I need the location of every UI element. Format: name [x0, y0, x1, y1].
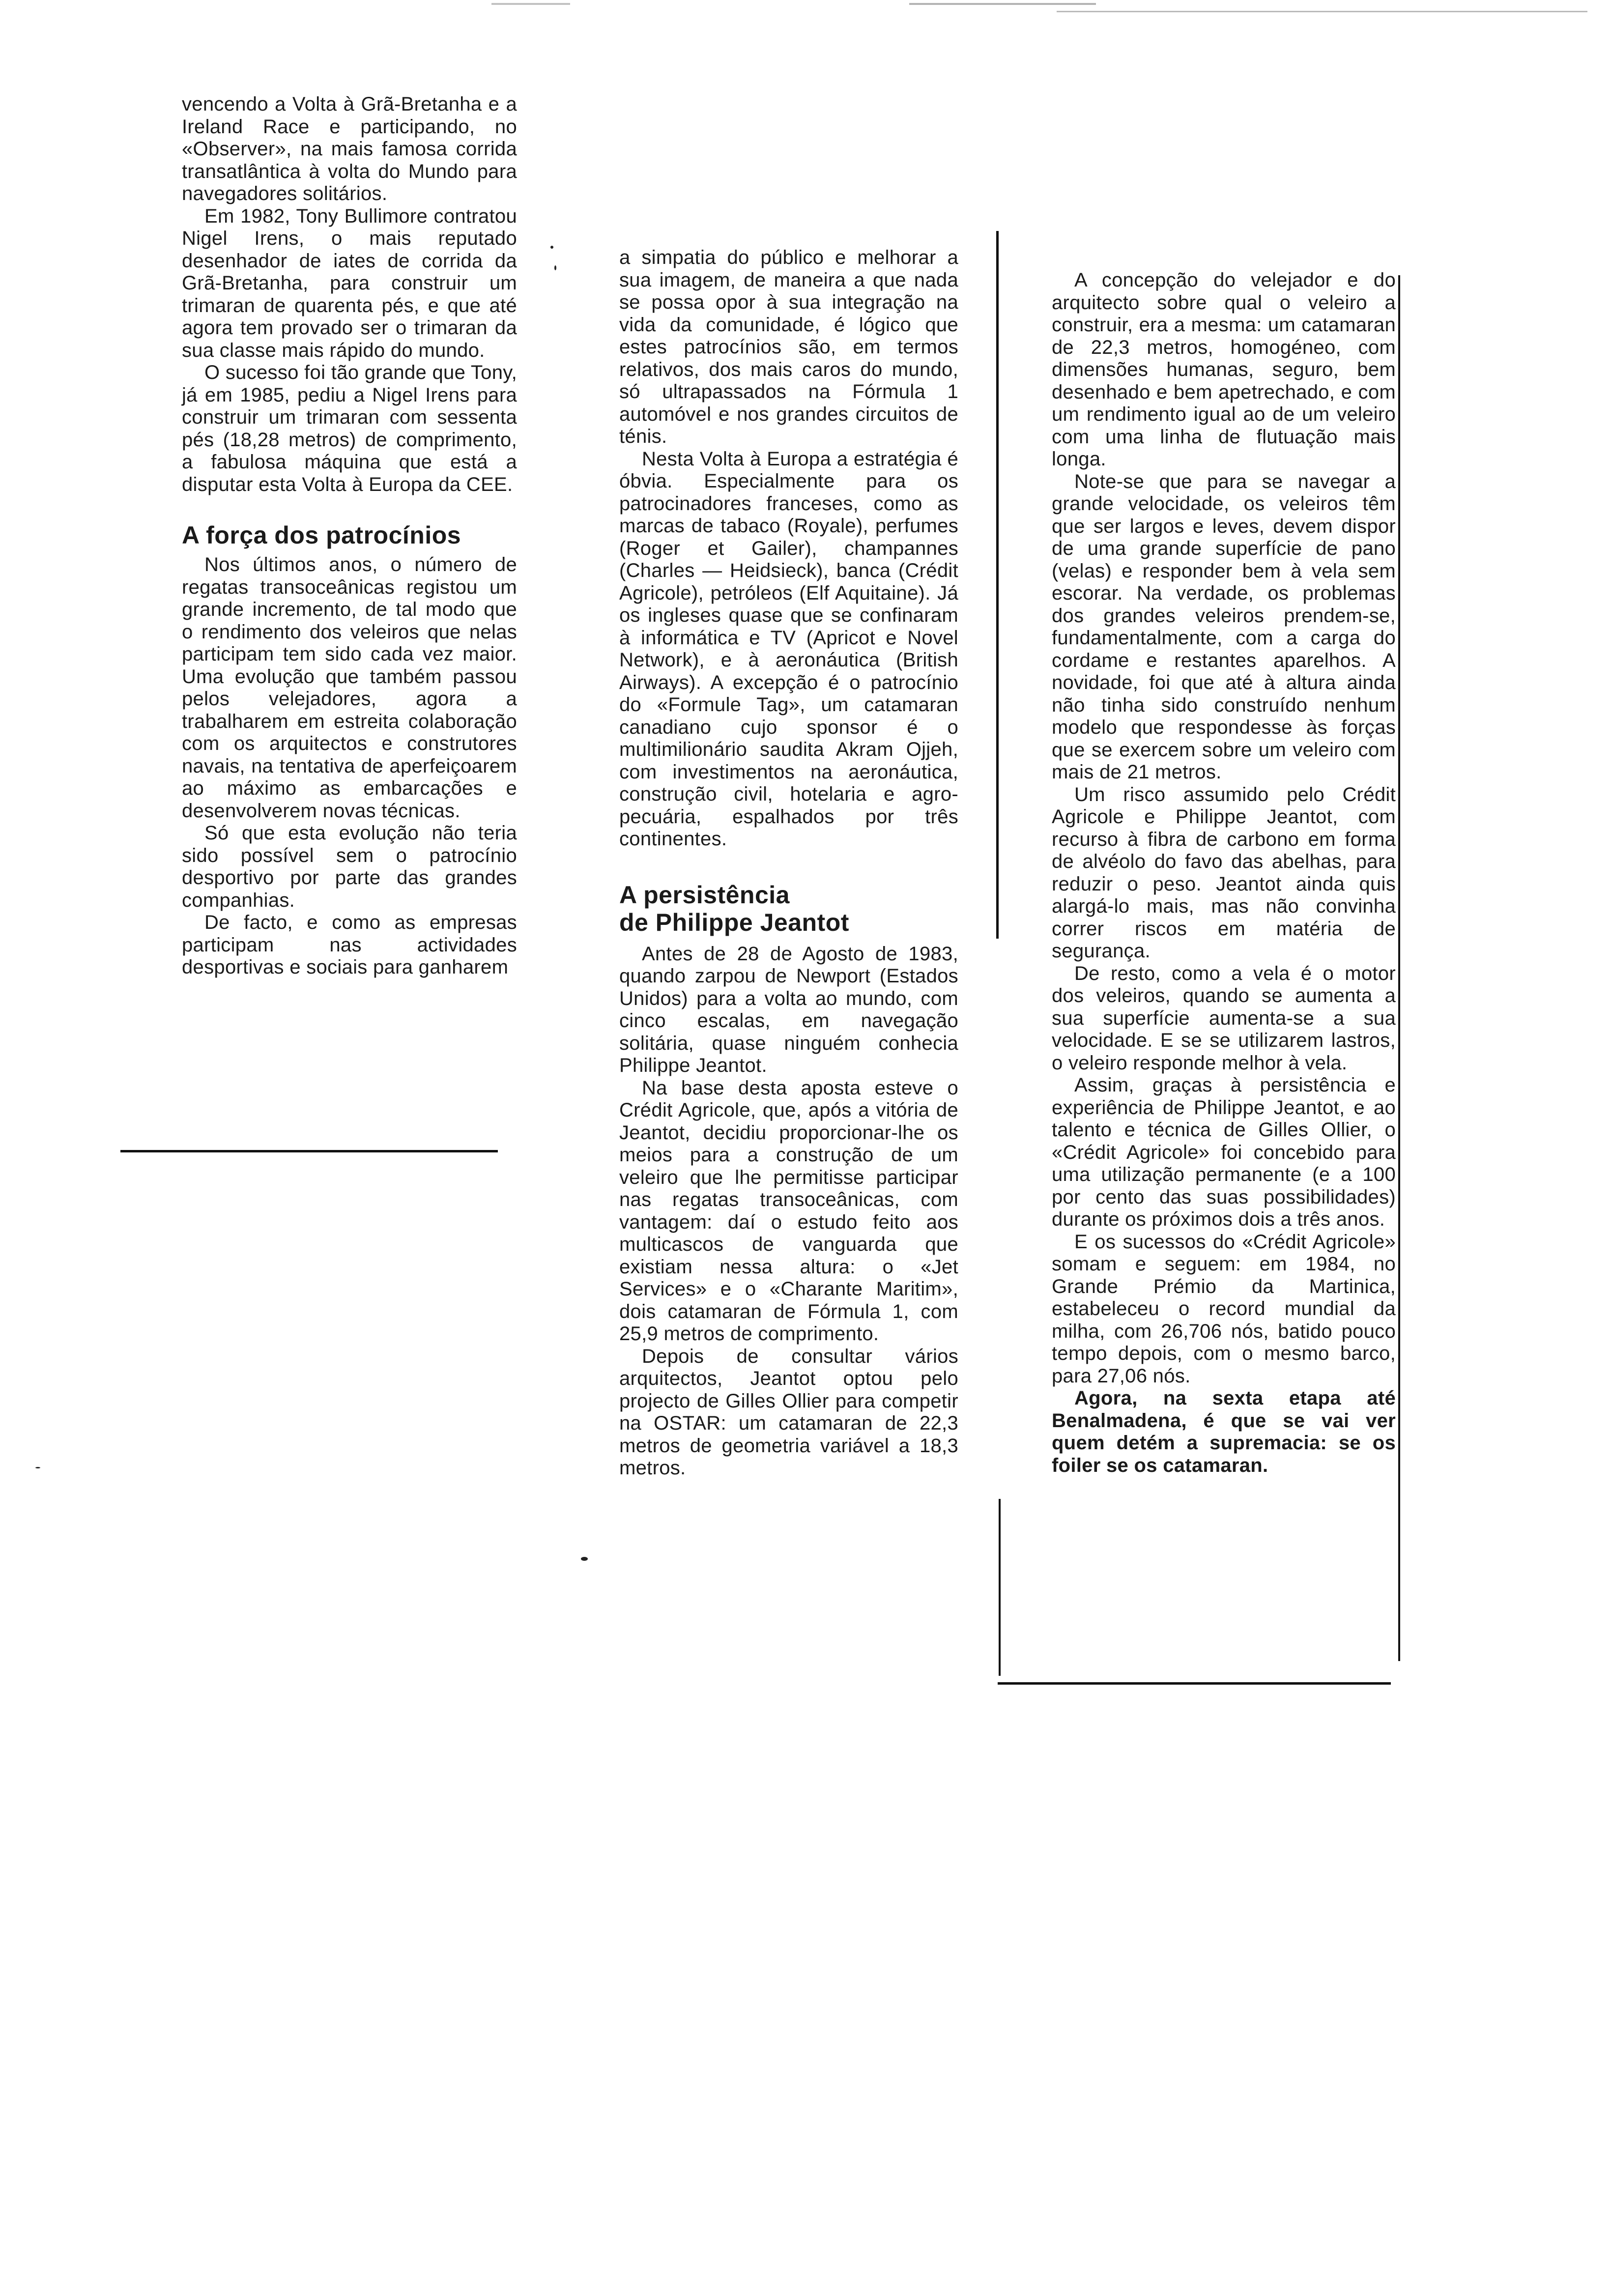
scan-artifact: [909, 3, 1096, 5]
column-end-rule: [998, 1682, 1391, 1685]
paragraph: Na base desta aposta esteve o Crédit Agricole, que, após a vitória de Jeantot, decidiu proporcionar-lhe os meios para a construção de um veleiro que lhe permitisse participar nas regatas transoceânicas, com vantagem: daí o estudo feito aos multicascos de vanguarda que existiam nessa altura: o «Jet Services» e o «Charante Maritim», dois catamaran de Fórmula 1, com 25,9 metros de comprimento.: [619, 1077, 958, 1345]
scan-speck: [550, 246, 553, 249]
paragraph: Em 1982, Tony Bullimore contratou Nigel Irens, o mais reputado desenhador de iates de corrida da Grã-Bretanha, para construir um trimaran de quarenta pés, e que até agora tem provado ser o trimaran da sua classe mais rápido do mundo.: [182, 205, 517, 361]
paragraph: Um risco assumido pelo Crédit Agricole e Philippe Jeantot, com recurso à fibra de carbono em forma de alvéolo do favo das abelhas, para reduzir o peso. Jeantot ainda quis alargá-lo mais, mas não convinha correr riscos em matéria de segurança.: [1052, 783, 1396, 962]
column-end-rule: [120, 1150, 498, 1152]
paragraph: Antes de 28 de Agosto de 1983, quando zarpou de Newport (Estados Unidos) para a volta ao mundo, com cinco escalas, em navegação solitária, quase ninguém conhecia Philippe Jeantot.: [619, 943, 958, 1076]
paragraph: vencendo a Volta à Grã-Bretanha e a Ireland Race e participando, no «Observer», na mais famosa corrida transatlântica à volta do Mundo para navegadores solitários.: [182, 93, 517, 204]
paragraph: De facto, e como as empresas participam nas actividades desportivas e sociais para ganharem: [182, 912, 517, 978]
paragraph: O sucesso foi tão grande que Tony, já em 1985, pediu a Nigel Irens para construir um trimaran com sessenta pés (18,28 metros) de comprimento, a fabulosa máquina que está a disputar esta Volta à Europa da CEE.: [182, 362, 517, 495]
section-heading: A persistência: [619, 881, 790, 909]
column-divider: [996, 231, 999, 939]
paragraph: a simpatia do público e melhorar a sua imagem, de maneira a que nada se possa opor à sua integração na vida da comunidade, é lógico que estes patrocínios são, em termos relativos, dos mais caros do mundo, só ultrapassados na Fórmula 1 automóvel e nos grandes circuitos de ténis.: [619, 247, 958, 447]
column-1: [182, 93, 517, 979]
scan-artifact: [1057, 11, 1587, 12]
column-2: [619, 247, 958, 1480]
paragraph: Depois de consultar vários arquitectos, Jeantot optou pelo projecto de Gilles Ollier para competir na OSTAR: um catamaran de 22,3 metros de geometria variável a 18,3 metros.: [619, 1345, 958, 1479]
column-border-right: [1398, 275, 1400, 1661]
scan-speck: [554, 265, 556, 270]
paragraph: Assim, graças à persistência e experiência de Philippe Jeantot, e ao talento e técnica de Gilles Ollier, o «Crédit Agricole» foi concebido para uma utilização permanente (e a 100 por cento das suas possibilidades) durante os próximos dois a três anos.: [1052, 1074, 1396, 1230]
section-heading: A força dos patrocínios: [182, 521, 461, 549]
column-border-left: [999, 1499, 1001, 1676]
column-3: [1052, 269, 1396, 1477]
paragraph: E os sucessos do «Crédit Agricole» somam e seguem: em 1984, no Grande Prémio da Martinica, estabeleceu o record mundial da milha, com 26,706 nós, batido pouco tempo depois, com o mesmo barco, para 27,06 nós.: [1052, 1231, 1396, 1387]
scan-speck: [581, 1557, 588, 1561]
scan-speck: [35, 1467, 40, 1468]
paragraph: A concepção do velejador e do arquitecto sobre qual o veleiro a construir, era a mesma: um catamaran de 22,3 metros, homogéneo, com dimensões humanas, seguro, bem desenhado e bem apetrechado, e com um rendimento igual ao de um veleiro com uma linha de flutuação mais longa.: [1052, 269, 1396, 470]
paragraph: Note-se que para se navegar a grande velocidade, os veleiros têm que ser largos e leves, devem dispor de uma grande superfície de pano (velas) e responder bem à vela sem escorar. Na verdade, os problemas dos grandes veleiros prendem-se, fundamentalmente, com a carga do cordame e restantes aparelhos. A novidade, foi que até à altura ainda não tinha sido construído nenhum modelo que respondesse às forças que se exercem sobre um veleiro com mais de 21 metros.: [1052, 470, 1396, 783]
paragraph: Nos últimos anos, o número de regatas transoceânicas registou um grande incremento, de tal modo que o rendimento dos veleiros que nelas participam tem sido cada vez maior. Uma evolução que também passou pelos velejadores, agora a trabalharem em estreita colaboração com os arquitectos e construtores navais, na tentativa de aperfeiçoarem ao máximo as embarcações e desenvolverem novas técnicas.: [182, 554, 517, 822]
paragraph: Agora, na sexta etapa até Benalmadena, é que se vai ver quem detém a supremacia: se os foiler se os catamaran.: [1052, 1387, 1396, 1476]
paragraph: Só que esta evolução não teria sido possível sem o patrocínio desportivo por parte das grandes companhias.: [182, 822, 517, 911]
scan-artifact: [491, 3, 570, 5]
paragraph: De resto, como a vela é o motor dos veleiros, quando se aumenta a sua superfície aumenta-se a sua velocidade. E se se utilizarem lastros, o veleiro responde melhor à vela.: [1052, 962, 1396, 1074]
paragraph: Nesta Volta à Europa a estratégia é óbvia. Especialmente para os patrocinadores franceses, como as marcas de tabaco (Royale), perfumes (Roger et Gailer), champannes (Charles — Heidsieck), banca (Crédit Agricole), petróleos (Elf Aquitaine). Já os ingleses quase que se confinaram à informática e TV (Apricot e Novel Network), e à aeronáutica (British Airways). A excepção é o patrocínio do «Formule Tag», um catamaran canadiano cujo sponsor é o multimilionário saudita Akram Ojjeh, com investimentos na aeronáutica, construção civil, hotelaria e agro-pecuária, espalhados por três continentes.: [619, 448, 958, 850]
section-heading: de Philippe Jeantot: [619, 908, 849, 936]
